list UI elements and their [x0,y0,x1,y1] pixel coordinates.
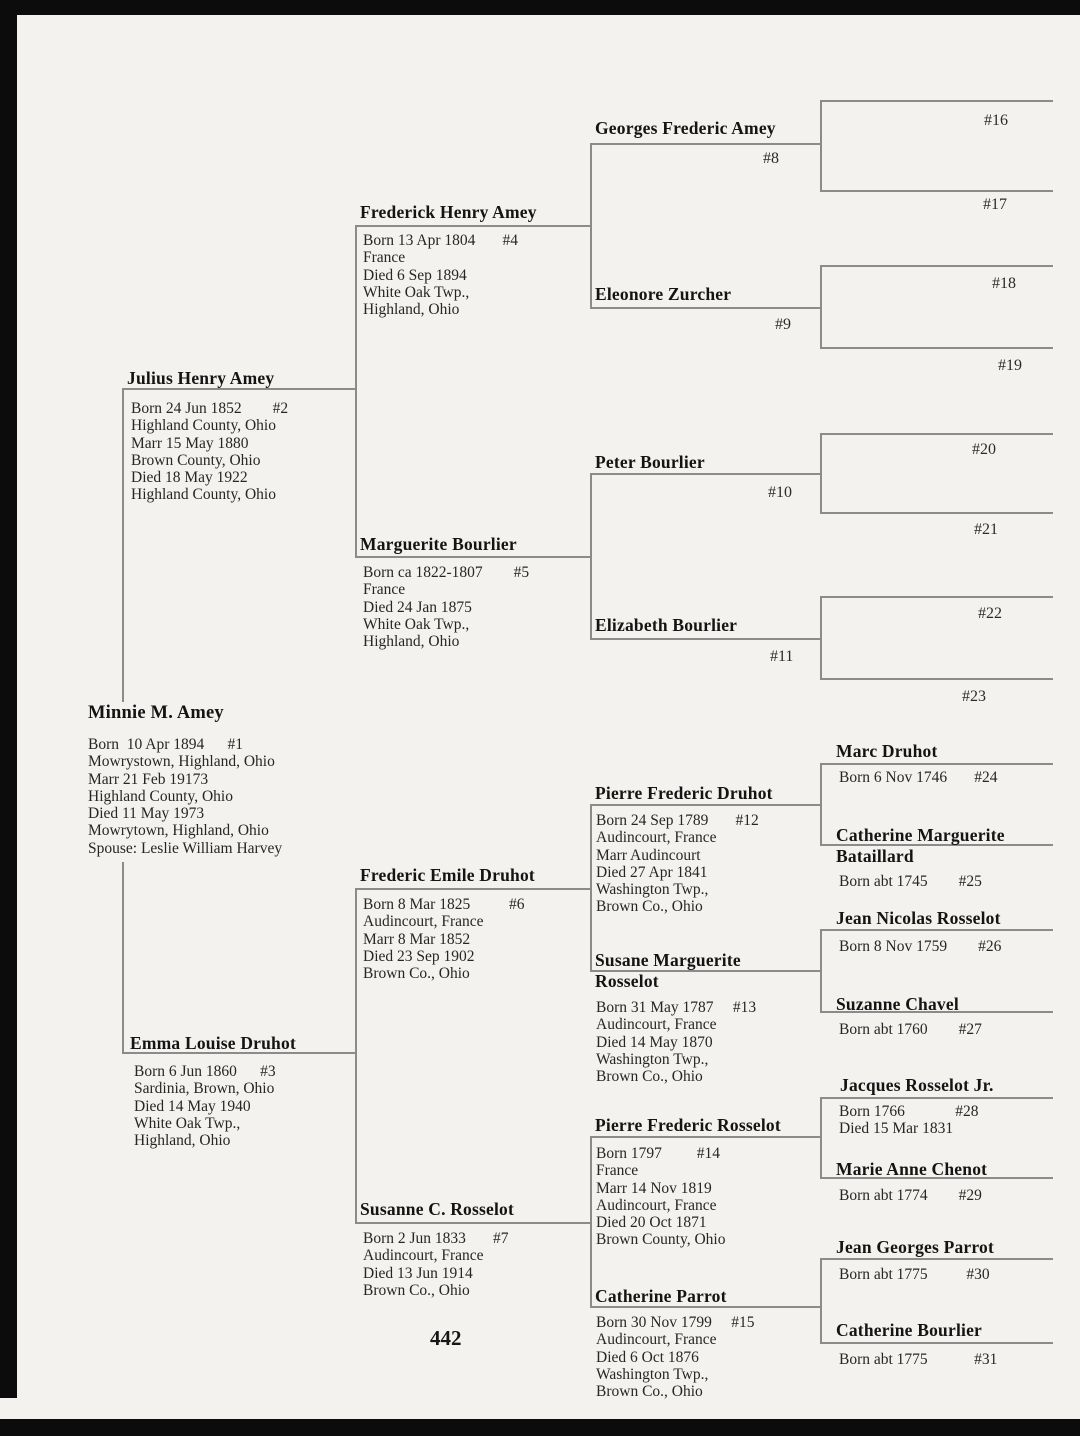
name-line-marguerite [355,556,590,558]
detail-line: Died 23 Sep 1902 [363,947,475,965]
person-details-frederic-emile-druhot [363,896,524,982]
bracket-30-31 [820,1258,822,1342]
scan-edge-top [0,0,1080,15]
bracket-24-25 [820,763,822,844]
name-line-pierre-druhot [590,804,820,806]
person-number-georges-frederic-amey: #8 [763,150,779,167]
detail-line: Born 24 Sep 1789 #12 [596,812,759,829]
detail-line: Died 27 Apr 1841 [596,863,708,881]
detail-line: Marr 14 Nov 1819 [596,1179,712,1197]
name-line-16 [820,100,1053,102]
person-name-catherine-marguerite-bataillard-1: Catherine Marguerite [836,825,1005,845]
name-line-pierre-rosselot [590,1136,820,1138]
person-details-frederick-henry-amey [363,232,518,318]
detail-line: Brown Co., Ohio [363,1281,470,1299]
detail-line: Highland, Ohio [363,301,460,319]
slot-number-18: #18 [992,275,1016,292]
person-details-marc-druhot [839,769,997,786]
person-name-eleonore-zurcher: Eleonore Zurcher [595,284,732,304]
person-details-jacques-rosselot-jr [839,1103,979,1138]
scan-edge-left [0,0,17,1398]
person-name-jacques-rosselot-jr: Jacques Rosselot Jr. [840,1075,994,1095]
detail-line: White Oak Twp., [363,615,470,633]
slot-number-23: #23 [962,688,986,705]
person-details-suzanne-chavel [839,1021,982,1038]
slot-number-16: #16 [984,112,1008,129]
detail-line: Born abt 1760 #27 [839,1021,982,1038]
detail-line: Brown Co., Ohio [363,965,470,983]
detail-line: Marr 21 Feb 19173 [88,770,209,788]
bracket-28-29 [820,1097,822,1177]
person-details-emma-louise-druhot [134,1063,276,1149]
name-line-18 [820,265,1053,267]
detail-line: Born 1797 #14 [596,1145,720,1162]
detail-line: Mowrytown, Highland, Ohio [88,822,269,840]
detail-line: Died 18 May 1922 [131,469,248,487]
detail-line: Born ca 1822-1807 #5 [363,564,530,581]
person-details-jean-georges-parrot [839,1266,990,1283]
person-number-elizabeth-bourlier: #11 [770,648,794,665]
person-details-susane-marguerite-rosselot [596,999,756,1085]
detail-line: Died 6 Oct 1876 [596,1348,699,1366]
detail-line: Born 6 Nov 1746 #24 [839,769,998,786]
bracket-18-19 [820,265,822,347]
person-name-marc-druhot: Marc Druhot [836,741,938,761]
person-name-jean-nicolas-rosselot: Jean Nicolas Rosselot [836,908,1001,928]
detail-line: Audincourt, France [363,913,484,931]
detail-line: Audincourt, France [596,829,717,847]
person-name-julius-henry-amey: Julius Henry Amey [127,368,275,388]
person-name-elizabeth-bourlier: Elizabeth Bourlier [595,615,738,635]
person-name-susane-marguerite-rosselot-1: Susane Marguerite [595,950,741,970]
person-details-catherine-parrot [596,1314,754,1400]
person-details-marguerite-bourlier [363,564,529,650]
detail-line: Died 24 Jan 1875 [363,598,472,616]
detail-line: Died 11 May 1973 [88,805,205,823]
detail-line: Died 20 Oct 1871 [596,1214,707,1232]
detail-line: Audincourt, France [596,1016,717,1034]
detail-line: White Oak Twp., [363,283,470,301]
detail-line: Born abt 1774 #29 [839,1187,982,1204]
connector-root-top [122,388,124,702]
name-line-peter [590,473,820,475]
detail-line: Marr Audincourt [596,846,701,864]
detail-line: France [363,249,406,267]
detail-line: Mowrystown, Highland, Ohio [88,753,275,771]
detail-line: Died 14 May 1940 [134,1097,251,1115]
name-line-jacques [820,1097,1053,1099]
person-name-frederic-emile-druhot: Frederic Emile Druhot [360,865,535,885]
person-details-minnie-m-amey [88,736,282,857]
name-line-catherine-bourlier [820,1342,1053,1344]
person-details-susanne-c-rosselot [363,1230,509,1299]
connector-julius [355,225,357,556]
name-line-georges [590,143,820,145]
detail-line: Died 15 Mar 1831 [839,1120,954,1138]
person-details-catherine-marguerite-bataillard [839,873,982,890]
bracket-22-23 [820,596,822,678]
slot-number-17: #17 [983,196,1007,213]
person-name-susanne-c-rosselot: Susanne C. Rosselot [360,1199,515,1219]
name-line-21 [820,512,1053,514]
name-line-23 [820,678,1053,680]
detail-line: Brown County, Ohio [596,1231,726,1249]
name-line-eleonore [590,307,820,309]
person-details-pierre-frederic-druhot [596,812,759,916]
detail-line: Born 10 Apr 1894 #1 [88,736,243,753]
person-name-catherine-parrot: Catherine Parrot [595,1286,727,1306]
detail-line: Washington Twp., [596,881,709,899]
detail-line: Audincourt, France [596,1331,717,1349]
detail-line: Born 24 Jun 1852 #2 [131,400,289,417]
detail-line: Spouse: Leslie William Harvey [88,839,283,857]
name-line-susanne-c [355,1222,590,1224]
slot-number-21: #21 [974,521,998,538]
detail-line: Marr 8 Mar 1852 [363,930,471,948]
detail-line: Washington Twp., [596,1050,709,1068]
detail-line: Sardinia, Brown, Ohio [134,1080,275,1098]
detail-line: Highland County, Ohio [88,787,233,805]
scan-edge-bottom [0,1419,1080,1436]
person-name-pierre-frederic-druhot: Pierre Frederic Druhot [595,783,773,803]
person-name-peter-bourlier: Peter Bourlier [595,452,705,472]
name-line-frederic-emile [355,888,590,890]
bracket-20-21 [820,433,822,512]
detail-line: Born 31 May 1787 #13 [596,999,757,1016]
detail-line: Died 14 May 1870 [596,1033,713,1051]
name-line-marc-druhot [820,763,1053,765]
person-number-peter-bourlier: #10 [768,484,792,501]
detail-line: Born abt 1775 #31 [839,1351,998,1368]
person-name-emma-louise-druhot: Emma Louise Druhot [130,1033,296,1053]
name-line-19 [820,347,1053,349]
person-name-catherine-marguerite-bataillard-2: Bataillard [836,846,914,866]
slot-number-22: #22 [978,605,1002,622]
slot-number-19: #19 [998,357,1022,374]
person-name-georges-frederic-amey: Georges Frederic Amey [595,118,776,138]
connector-susanne-c [590,1136,592,1306]
person-details-jean-nicolas-rosselot [839,938,1001,955]
detail-line: Brown Co., Ohio [596,1383,703,1401]
person-name-jean-georges-parrot: Jean Georges Parrot [836,1237,995,1257]
detail-line: Highland, Ohio [134,1132,231,1150]
connector-marguerite [590,473,592,638]
detail-line: Audincourt, France [596,1196,717,1214]
detail-line: Died 13 Jun 1914 [363,1264,473,1282]
person-name-susane-marguerite-rosselot-2: Rosselot [595,971,659,991]
detail-line: Marr 15 May 1880 [131,434,249,452]
person-name-minnie-m-amey: Minnie M. Amey [88,703,224,723]
person-details-marie-anne-chenot [839,1187,982,1204]
name-line-elizabeth [590,638,820,640]
connector-frederic-emile [590,804,592,970]
bracket-16-17 [820,100,822,190]
person-details-julius-henry-amey [131,400,288,504]
detail-line: France [363,581,406,599]
person-name-pierre-frederic-rosselot: Pierre Frederic Rosselot [595,1115,781,1135]
detail-line: Born 30 Nov 1799 #15 [596,1314,755,1331]
detail-line: Brown County, Ohio [131,451,261,469]
person-name-frederick-henry-amey: Frederick Henry Amey [360,202,537,222]
detail-line: Washington Twp., [596,1365,709,1383]
person-name-catherine-bourlier: Catherine Bourlier [836,1320,983,1340]
detail-line: Born 8 Nov 1759 #26 [839,938,1002,955]
detail-line: Born abt 1775 #30 [839,1266,990,1283]
connector-root-bottom [122,862,124,1052]
detail-line: Born 1766 #28 [839,1103,979,1120]
connector-frederick [590,143,592,307]
name-line-jean-georges [820,1258,1053,1260]
detail-line: Died 6 Sep 1894 [363,266,467,284]
person-number-eleonore-zurcher: #9 [775,316,791,333]
detail-line: Audincourt, France [363,1247,484,1265]
detail-line: Highland County, Ohio [131,417,276,435]
name-line-20 [820,433,1053,435]
person-name-marguerite-bourlier: Marguerite Bourlier [360,534,517,554]
detail-line: Born 8 Mar 1825 #6 [363,896,525,913]
name-line-frederick [355,225,590,227]
person-name-suzanne-chavel: Suzanne Chavel [836,994,959,1014]
person-details-pierre-frederic-rosselot [596,1145,725,1249]
detail-line: Highland, Ohio [363,633,460,651]
page-number: 442 [430,1326,462,1350]
detail-line: Born 13 Apr 1804 #4 [363,232,518,249]
detail-line: Born 2 Jun 1833 #7 [363,1230,509,1247]
name-line-catherine-parrot [590,1306,820,1308]
name-line-22 [820,596,1053,598]
name-line-17 [820,190,1053,192]
detail-line: Brown Co., Ohio [596,1068,703,1086]
name-line-jean-nicolas [820,929,1053,931]
person-details-catherine-bourlier [839,1351,997,1368]
connector-emma [355,888,357,1222]
detail-line: France [596,1162,639,1180]
bracket-26-27 [820,929,822,1011]
detail-line: White Oak Twp., [134,1114,241,1132]
person-name-marie-anne-chenot: Marie Anne Chenot [836,1159,988,1179]
detail-line: Born abt 1745 #25 [839,873,982,890]
detail-line: Highland County, Ohio [131,486,276,504]
detail-line: Brown Co., Ohio [596,898,703,916]
detail-line: Born 6 Jun 1860 #3 [134,1063,276,1080]
name-line-julius [122,388,357,390]
slot-number-20: #20 [972,441,996,458]
